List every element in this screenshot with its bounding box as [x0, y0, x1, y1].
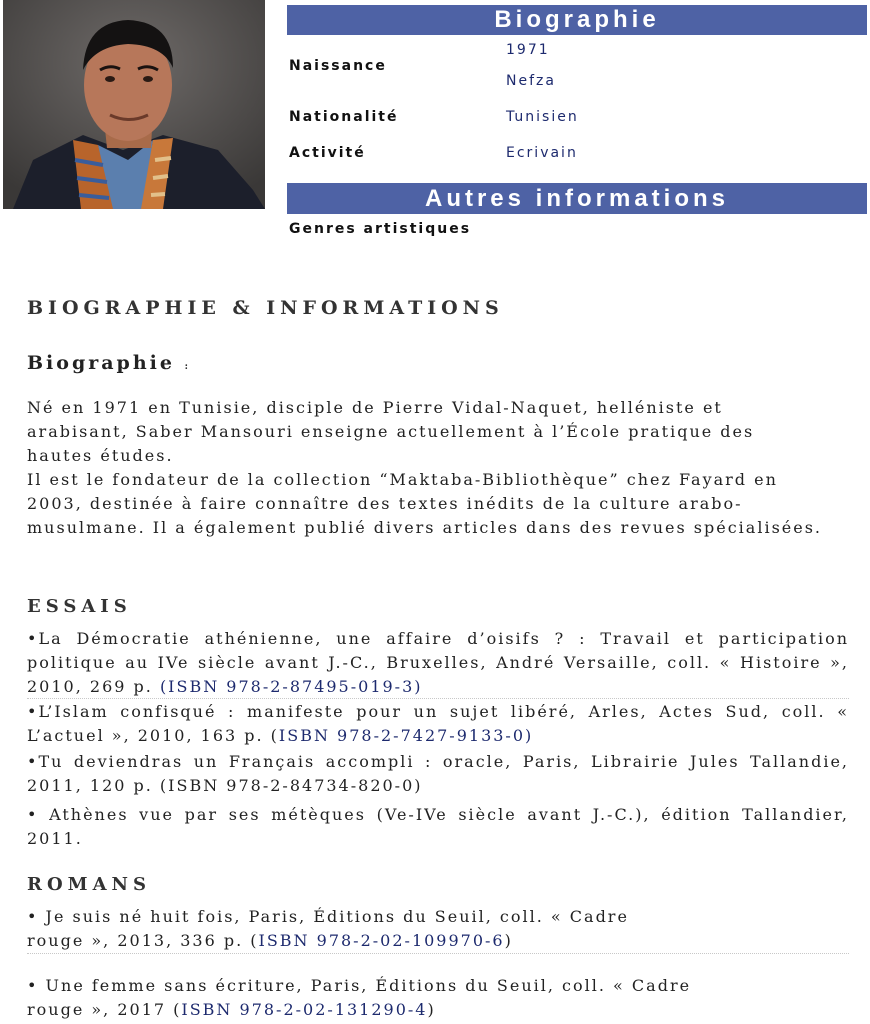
essai-item: [27, 750, 849, 798]
roman-text-tail: ): [504, 931, 513, 950]
article-heading: BIOGRAPHIE & INFORMATIONS: [27, 297, 504, 319]
roman-text-line2: rouge », 2013, 336 p. (: [27, 931, 259, 950]
biography-text: [27, 396, 827, 540]
roman-item: [27, 905, 849, 953]
essai-text: •Tu deviendras un Français accompli : oracle, Paris, Librairie Jules Tallandie, 2011, 120 p. (ISBN 978-2-84734-820-0): [27, 752, 849, 795]
infobox-title: Biographie: [287, 5, 867, 35]
essai-text: •L’Islam confisqué : manifeste pour un sujet libéré, Arles, Actes Sud, coll. « L’actuel », 2010, 163 p. (: [27, 702, 849, 745]
essai-item: [27, 700, 849, 748]
biography-paragraph: Né en 1971 en Tunisie, disciple de Pierre Vidal-Naquet, helléniste et arabisant, Saber Mansouri enseigne actuellement à l’École pratique des hautes études.: [27, 398, 755, 465]
biography-subheading: [27, 352, 191, 374]
biography-paragraph: Il est le fondateur de la collection “Maktaba-Bibliothèque” chez Fayard en 2003, destinée à faire connaître des textes inédits de la culture arabo-musulmane. Il a également publié divers articles dans des revues spécialisées.: [27, 470, 823, 537]
infobox-value-activity[interactable]: Ecrivain: [506, 145, 578, 161]
roman-text-tail: ): [427, 1000, 436, 1019]
roman-text-line1: • Une femme sans écriture, Paris, Éditions du Seuil, coll. « Cadre: [27, 976, 692, 995]
infobox-label-activite: Activité: [289, 145, 366, 161]
portrait-image: [3, 0, 265, 209]
essais-heading: ESSAIS: [27, 596, 132, 617]
infobox-value-birth-place[interactable]: Nefza: [506, 73, 556, 89]
essai-text: •La Démocratie athénienne, une affaire d’oisifs ? : Travail et participation politique au IVe siècle avant J.-C., Bruxelles, André Versaille, coll. « Histoire », 2010, 269 p.: [27, 629, 849, 696]
roman-text-line2: rouge », 2017 (: [27, 1000, 182, 1019]
infobox-value-birth-year: 1971: [506, 42, 550, 58]
isbn-link[interactable]: ISBN 978-2-02-131290-4: [181, 1000, 428, 1019]
essai-text: • Athènes vue par ses métèques (Ve-IVe siècle avant J.-C.), édition Tallandier, 2011.: [27, 805, 849, 848]
romans-heading: ROMANS: [27, 874, 151, 895]
author-portrait: [3, 0, 265, 209]
divider: [27, 698, 849, 699]
infobox-value-nationality[interactable]: Tunisien: [506, 109, 579, 125]
infobox-label-nationalite: Nationalité: [289, 109, 399, 125]
biography-subheading-text: Biographie: [27, 352, 175, 374]
isbn-link[interactable]: ISBN 978-2-7427-9133-0): [278, 726, 534, 745]
infobox-label-genres: Genres artistiques: [289, 221, 472, 237]
infobox-label-naissance: Naissance: [289, 58, 387, 74]
biography-subheading-colon: :: [184, 362, 191, 372]
roman-text-line1: • Je suis né huit fois, Paris, Éditions du Seuil, coll. « Cadre: [27, 907, 629, 926]
divider: [27, 953, 849, 954]
essai-item: [27, 803, 849, 851]
isbn-link[interactable]: ISBN 978-2-02-109970-6: [258, 931, 505, 950]
infobox-other-title: Autres informations: [287, 183, 867, 214]
roman-item: [27, 974, 849, 1022]
isbn-link[interactable]: (ISBN 978-2-87495-019-3): [159, 677, 423, 696]
essai-item: [27, 627, 849, 699]
